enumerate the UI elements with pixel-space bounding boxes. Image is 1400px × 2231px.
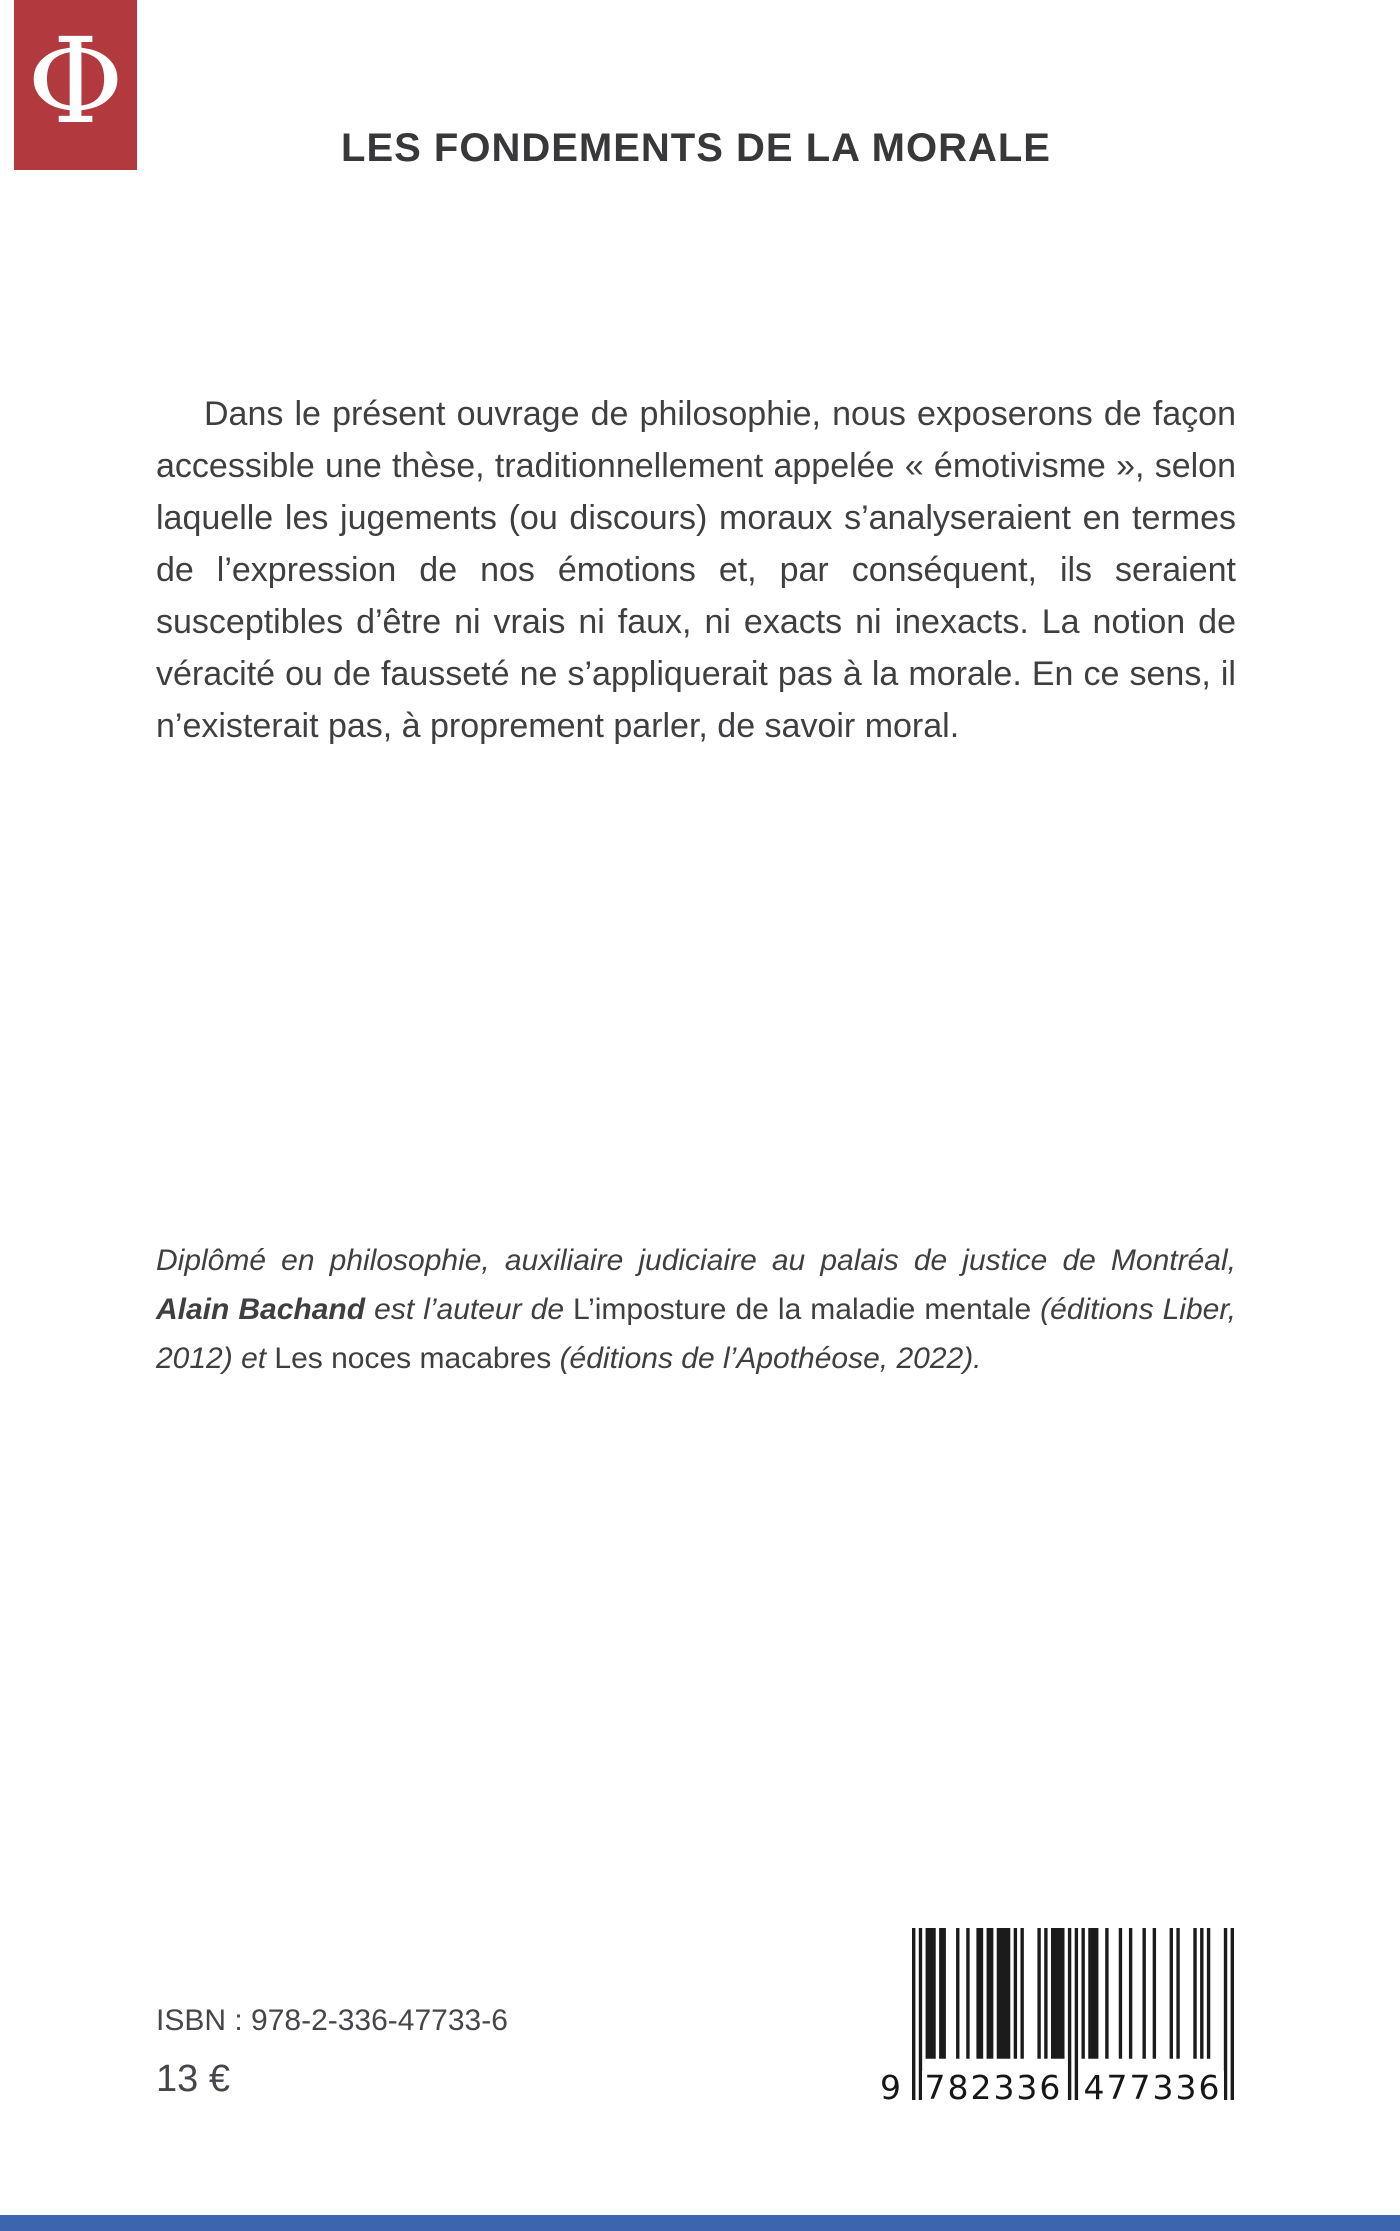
author-bio [156,1236,1236,1383]
price-text: 13 € [156,2058,230,2100]
bottom-accent-bar [0,2215,1400,2231]
bio-middle: est l’auteur de [365,1293,574,1326]
barcode-digit-first: 9 [880,2068,903,2107]
bio-between: (éditions Liber, 2012) et [156,1293,1237,1375]
book-reference-1: L’imposture de la maladie mentale [573,1293,1032,1326]
publisher-logo [14,0,137,170]
book-reference-2: Les noces macabres [274,1342,552,1375]
bio-intro: Diplômé en philosophie, auxiliaire judiciaire au palais de justice de Montréal, [156,1244,1236,1277]
synopsis-paragraph: Dans le présent ouvrage de philosophie, nous exposerons de façon accessible une thèse, traditionnellement appelée « émotivisme », selon laquelle les jugements (ou discours) moraux s’analyseraient en termes de l’expression de nos émotions et, par conséquent, ils seraient susceptibles d’être ni vrais ni faux, ni exacts ni inexacts. La notion de véracité ou de fausseté ne s’appliquerait pas à la morale. En ce sens, il n’existerait pas, à proprement parler, de savoir moral. [156,395,1236,745]
barcode-digits-left: 782336 [922,2071,1064,2104]
author-name: Alain Bachand [156,1293,366,1326]
barcode-digits-right: 477336 [1081,2071,1223,2104]
isbn-text: ISBN : 978-2-336-47733-6 [156,2004,508,2037]
book-title: LES FONDEMENTS DE LA MORALE [341,126,1051,170]
phi-icon: Φ [27,12,124,150]
barcode [880,1928,1234,2107]
bio-end: (éditions de l’Apothéose, 2022). [551,1342,982,1375]
